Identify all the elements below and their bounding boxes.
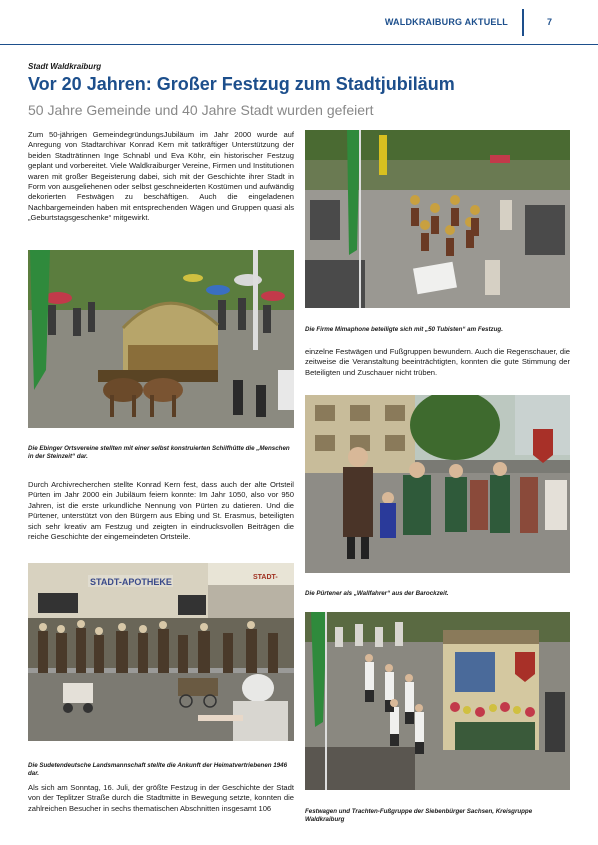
- caption-pilgrims: Die Pürtener als „Wallfahrer“ aus der Barockzeit.: [305, 590, 449, 597]
- caption-transylvanian-saxons: Festwagen und Trachten-Fußgruppe der Siebenbürger Sachsen, Kreisgruppe Waldkraiburg: [305, 808, 533, 824]
- caption-expellees: Die Sudetendeutsche Landsmannschaft stellte die Ankunft der Heimatvertriebenen 1946 dar.: [28, 762, 288, 778]
- page-header: [0, 0, 598, 45]
- caption-marching-band: Die Firme Mimaphone beteiligte sich mit „50 Tubisten“ am Festzug.: [305, 326, 503, 333]
- section-title: WALDKRAIBURG AKTUELL: [384, 17, 508, 27]
- photo-expellees: [28, 563, 294, 741]
- header-divider: [522, 9, 524, 36]
- article-kicker: Stadt Waldkraiburg: [28, 62, 102, 71]
- photo-reed-hut-float: [28, 250, 294, 428]
- sign-stadt-apotheke: STADT-APOTHEKE: [90, 577, 172, 587]
- photo-marching-band: [305, 130, 570, 308]
- article-headline: Vor 20 Jahren: Großer Festzug zum Stadtjubiläum: [28, 74, 455, 94]
- photo-transylvanian-saxons: [305, 612, 570, 790]
- paragraph-puerten: Durch Archivrecherchen stellte Konrad Kern fest, dass auch der alte Ortsteil Pürten im Jahr 2000 ein Jubiläum feiern konnte: Im Jahr 1050, also vor 950 Jahren, ist die erste urkundliche Nennung von Pürten zu datieren. Und die Pürtener, unterstützt von den Bürgern aus Ebing und St. Erasmus, beteiligten sich sehr kreativ am Festzug und zeigten in eindrucksvollen Beiträgen die reiche Geschichte der eingemeindeten Ortsteile.: [28, 480, 294, 542]
- page-number: 7: [547, 17, 553, 27]
- sign-stadt: STADT-: [253, 574, 278, 581]
- photo-pilgrims: [305, 395, 570, 573]
- paragraph-rain: einzelne Festwägen und Fußgruppen bewundern. Auch die Regenschauer, die zeitweise die Veranstaltung beeinträchtigten, konnten die gute Stimmung der Beteiligten und Zuschauer nicht trüben.: [305, 347, 570, 377]
- paragraph-parade-start: Als sich am Sonntag, 16. Juli, der größte Festzug in der Geschichte der Stadt von der Teplitzer Straße durch die Stadtmitte in Bewegung setzte, konnten die zahlreichen Besucher in sechs thematischen Abschnitten insgesamt 106: [28, 783, 294, 813]
- article-subheadline: 50 Jahre Gemeinde und 40 Jahre Stadt wurden gefeiert: [28, 102, 374, 118]
- caption-reed-hut-float: Die Ebinger Ortsvereine stellten mit einer selbst konstruierten Schilfhütte die „Menschen in der Steinzeit“ dar.: [28, 445, 290, 461]
- paragraph-intro: Zum 50-jährigen GemeindegründungsJubiläum im Jahr 2000 wurde auf Anregung von Stadtarchivar Konrad Kern mit tatkräftiger Unterstützung der beiden Stadträtinnen Inge Schnabl und Eva Köhr, ein historischer Festzug geplant und vorbereitet. Viele Waldkraiburger Vereine, Firmen und Institutionen waren mit großer Begeisterung dabei, sich mit der Geschichte ihrer Stadt in Form von ausgeliehenen oder selbst geschneiderten Kostümen und aufwändig dekorierten Festwägen zu beschäftigen. Auch die eingeladenen Nachbargemeinden haben mit entsprechenden Wägen und Gruppen quasi als „Geburtstagsgeschenke“ mitgewirkt.: [28, 130, 294, 223]
